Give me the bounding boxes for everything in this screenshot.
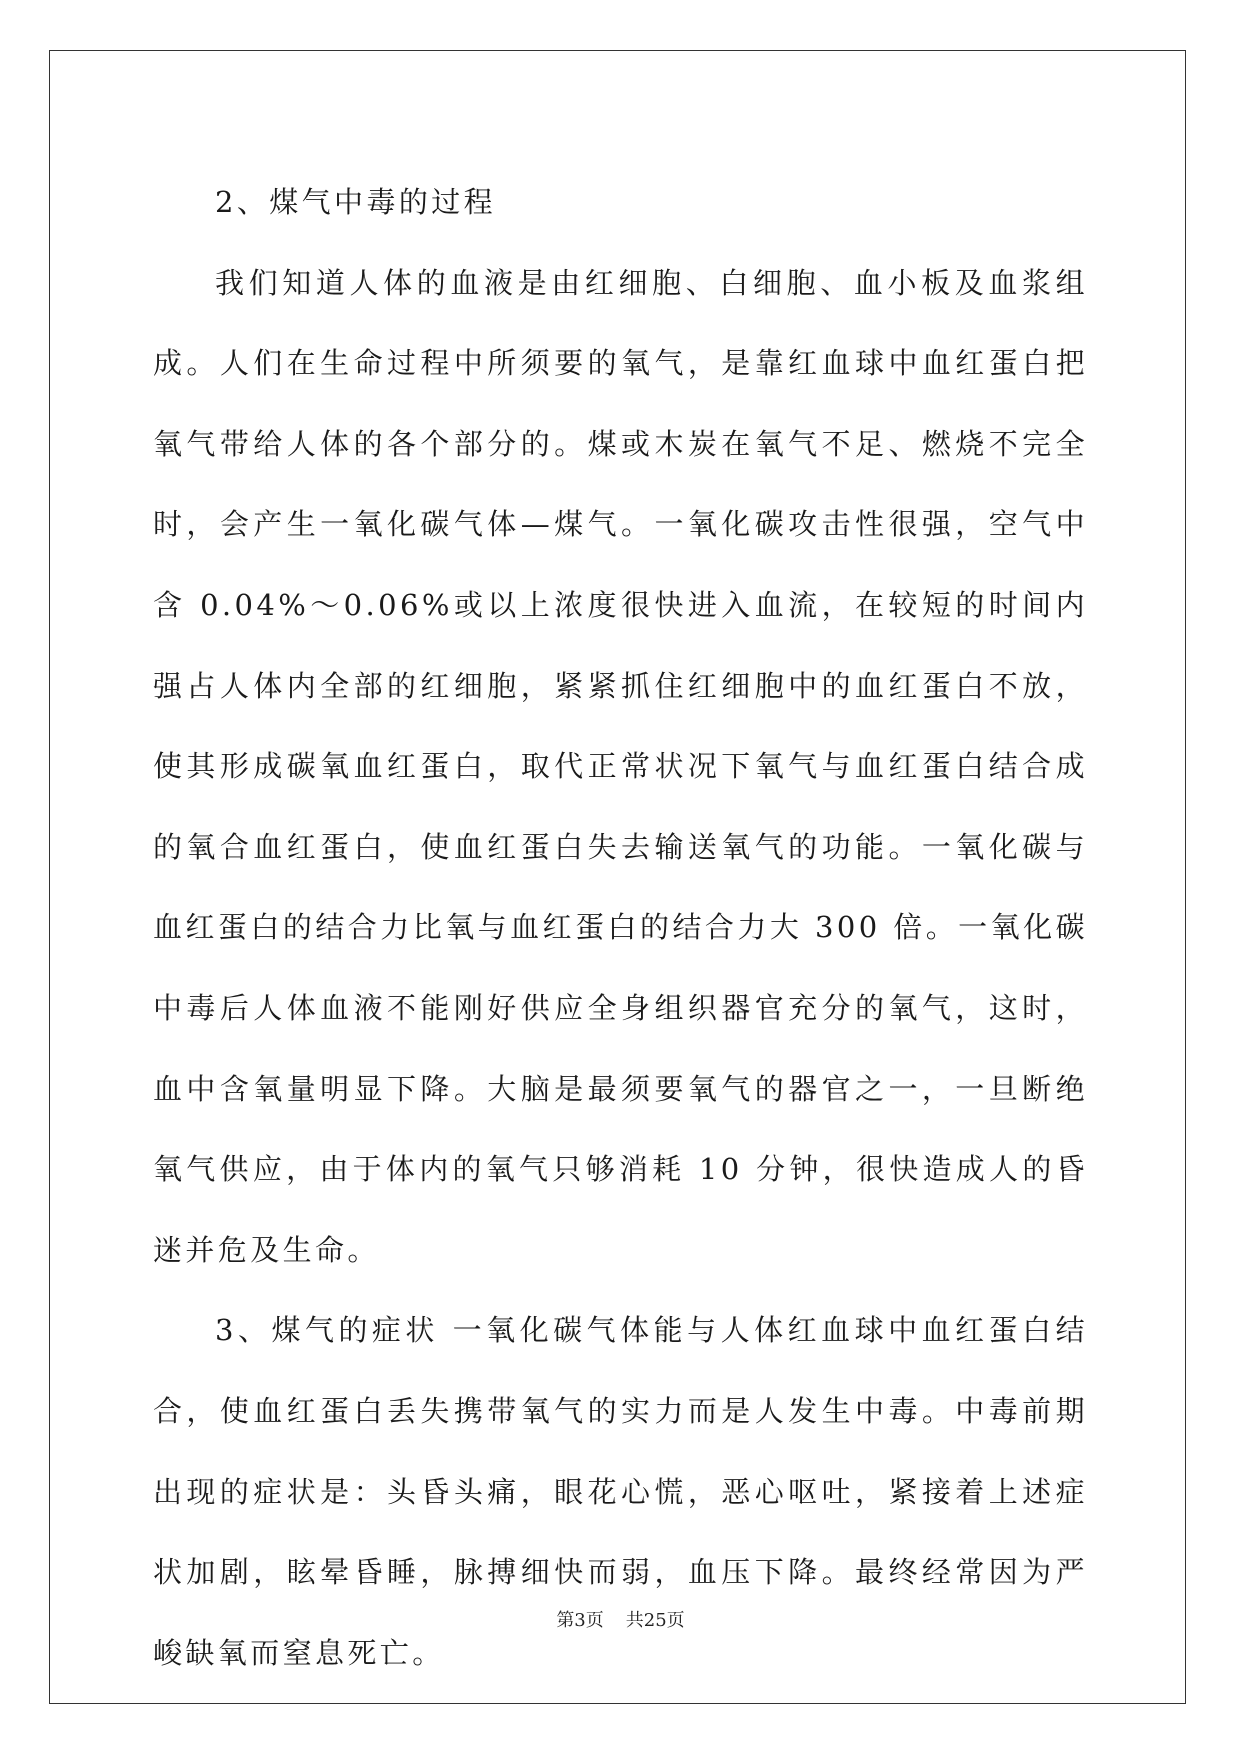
section-heading: 2、煤气中毒的过程 [215,185,497,219]
body-paragraph: 我们知道人体的血液是由红细胞、白细胞、血小板及血浆组成。人们在生命过程中所须要的氧气，是靠红血球中血红蛋白把氧气带给人体的各个部分的。煤或木炭在氧气不足、燃烧不完全时，会产生一氧化碳气体—煤气。一氧化碳攻击性很强，空气中含 0.04%～0.06%或以上浓度很快进入血流，在较短的时间内强占人体内全部的红细胞，紧紧抓住红细胞中的血红蛋白不放，使其形成碳氧血红蛋白，取代正常状况下氧气与血红蛋白结合成的氧合血红蛋白，使血红蛋白失去输送氧气的功能。一氧化碳与血红蛋白的结合力比氧与血红蛋白的结合力大 300 倍。一氧化碳中毒后人体血液不能刚好供应全身组织器官充分的氧气，这时，血中含氧量明显下降。大脑是最须要氧气的器官之一，一旦断绝氧气供应，由于体内的氧气只够消耗 10 分钟，很快造成人的昏迷并危及生命。 [153,265,1088,1267]
page-number: 第3页 [556,1610,604,1631]
body-paragraph: 3、煤气的症状 一氧化碳气体能与人体红血球中血红蛋白结合，使血红蛋白丢失携带氧气的实力而是人发生中毒。中毒前期出现的症状是：头昏头痛，眼花心慌，恶心呕吐，紧接着上述症状加剧，眩晕昏睡，脉搏细快而弱，血压下降。最终经常因为严峻缺氧而窒息死亡。 [153,1313,1088,1670]
page-footer [0,1606,1241,1632]
document-body [153,162,1088,1693]
page-total: 共25页 [625,1610,685,1631]
